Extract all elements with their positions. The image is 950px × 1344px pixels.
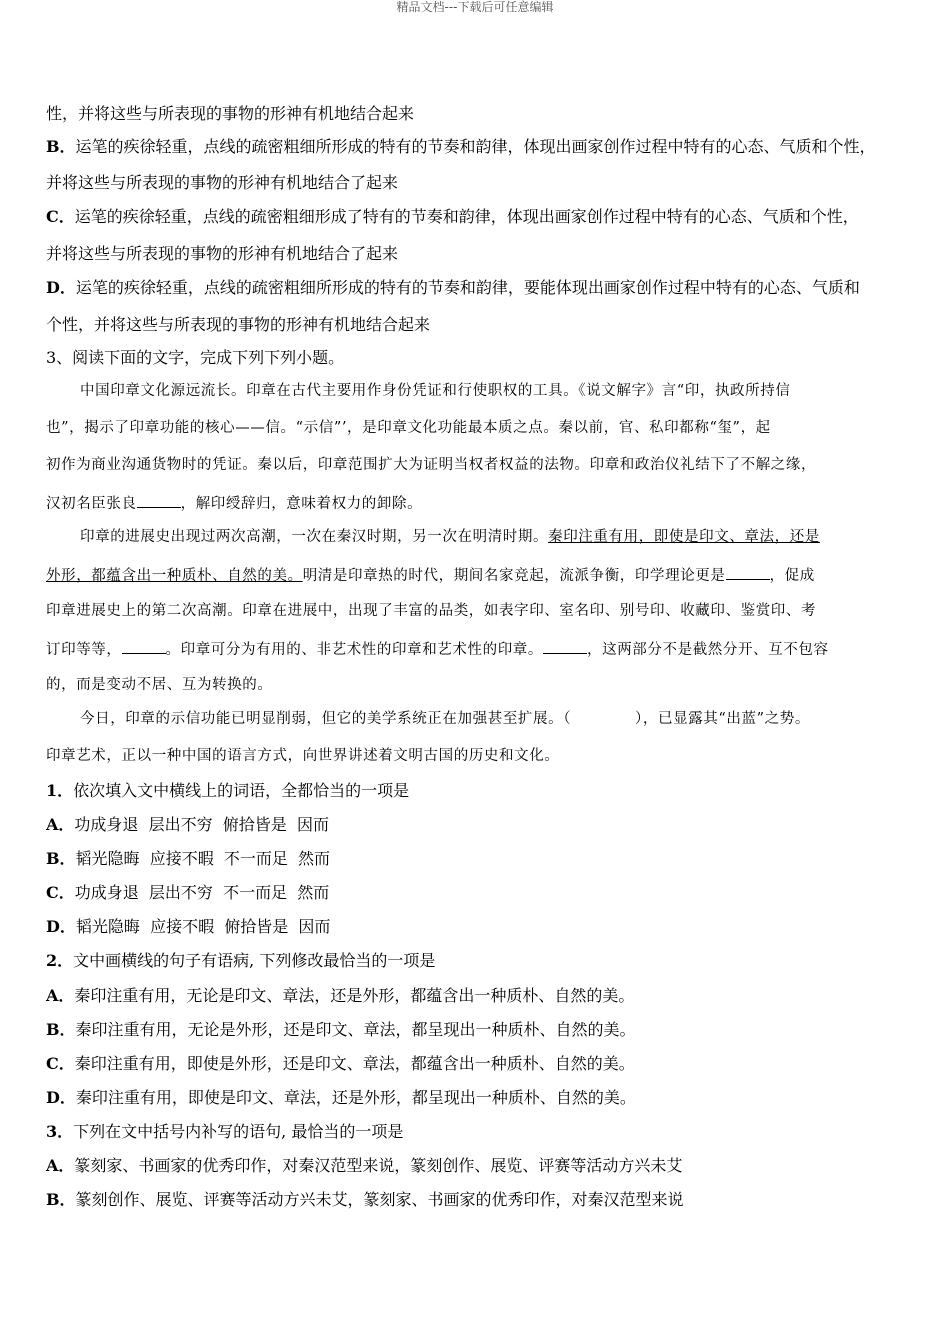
option-text: 功成身退 层出不穷 不一而足 然而	[74, 883, 330, 902]
prev-options	[46, 104, 906, 124]
option-label: B．	[46, 849, 76, 868]
passage-text: ，解印绶辞归，意味着权力的卸除。	[180, 496, 423, 512]
fill-blank	[726, 565, 770, 580]
option-text: 秦印注重有用，无论是外形，还是印文、章法，都呈现出一种质朴、自然的美。	[75, 1020, 636, 1039]
q2-option-a[interactable]	[46, 986, 906, 1006]
passage-line-2	[46, 419, 906, 437]
q1-option-b[interactable]	[46, 849, 906, 869]
prev-option-b	[46, 137, 906, 157]
question-number: 1．	[46, 781, 74, 800]
option-text: 并将这些与所表现的事物的形神有机地结合了起来	[46, 173, 399, 192]
passage-line-p2-5	[46, 676, 906, 694]
passage-text: 。印章可分为有用的、非艺术性的印章和艺术性的印章。	[165, 642, 543, 658]
prev-option-c-line2	[46, 244, 906, 264]
question-3	[46, 1122, 906, 1142]
fill-blank	[122, 639, 166, 654]
option-label: B．	[46, 137, 76, 156]
passage-text: ，促成	[769, 568, 815, 584]
option-text: 秦印注重有用，即使是外形，还是印文、章法，都蕴含出一种质朴、自然的美。	[74, 1054, 635, 1073]
q1-option-d[interactable]	[46, 917, 906, 937]
option-label: B．	[46, 1190, 76, 1209]
underlined-sentence: 秦印注重有用，即使是印文、章法，还是	[548, 529, 820, 545]
option-label: D．	[46, 278, 76, 297]
prev-option-d-line2	[46, 315, 906, 335]
passage-text: 印章的进展史出现过两次高潮，一次在秦汉时期，另一次在明清时期。	[80, 529, 549, 545]
passage-text: ，这两部分不是截然分开、互不包容	[587, 642, 829, 658]
option-text: 运笔的疾徐轻重，点线的疏密粗细形成了特有的节奏和韵律，体现出画家创作过程中特有的心态、气质和个性，	[74, 207, 859, 226]
passage-line: 初作为商业沟通货物时的凭证。秦以后，印章范围扩大为证明当权者权益的法物。印章和政治仪礼结下了不解之缘，	[46, 457, 817, 473]
q3-option-b[interactable]	[46, 1190, 906, 1210]
page-header: 精品文档---下载后可任意编辑	[396, 0, 554, 14]
q3-option-a[interactable]	[46, 1156, 906, 1176]
question-stem: 下列在文中括号内补写的语句, 最恰当的一项是	[73, 1122, 404, 1141]
question-number: 3．	[46, 1122, 74, 1141]
passage-text: 汉初名臣张良	[46, 496, 137, 512]
prev-option-b-line2	[46, 173, 906, 193]
passage-line-3	[46, 456, 906, 474]
question-1	[46, 781, 906, 801]
passage-paragraph-1	[46, 382, 906, 400]
option-text: 运笔的疾徐轻重，点线的疏密粗细所形成的特有的节奏和韵律，要能体现出画家创作过程中特有的心态、气质和	[75, 278, 860, 297]
passage-line-p2-4	[46, 639, 906, 657]
option-label: A．	[46, 1156, 75, 1175]
q2-option-c[interactable]	[46, 1054, 906, 1074]
passage-line-4	[46, 493, 906, 511]
passage-line-p2-2	[46, 565, 906, 583]
underlined-sentence: 外形，都蕴含出一种质朴、自然的美。	[46, 568, 303, 584]
q2-option-b[interactable]	[46, 1020, 906, 1040]
question-stem: 依次填入文中横线上的词语，全都恰当的一项是	[73, 781, 410, 800]
fill-blank	[543, 639, 587, 654]
passage-line: 的，而是变动不居、互为转换的。	[46, 677, 273, 693]
q1-option-c[interactable]	[46, 883, 906, 903]
question-number: 2．	[46, 951, 74, 970]
option-text: 篆刻创作、展览、评赛等活动方兴未艾，篆刻家、书画家的优秀印作，对秦汉范型来说	[75, 1190, 684, 1209]
q2-option-d[interactable]	[46, 1088, 906, 1108]
option-label: C．	[46, 883, 75, 902]
prev-option-d	[46, 278, 906, 298]
passage-text: 今日，印章的示信功能已明显削弱，但它的美学系统正在加强甚至扩展。（	[80, 711, 572, 727]
prev-option-c	[46, 207, 906, 227]
option-label: D．	[46, 917, 76, 936]
section-title	[46, 348, 906, 368]
option-text: 运笔的疾徐轻重，点线的疏密粗细所形成的特有的节奏和韵律，体现出画家创作过程中特有的心态、气质和个性，	[75, 137, 876, 156]
option-label: B．	[46, 1020, 76, 1039]
option-text: 功成身退 层出不穷 俯拾皆是 因而	[74, 815, 329, 834]
option-a-continued: 性，并将这些与所表现的事物的形神有机地结合起来	[46, 104, 415, 123]
question-stem: 文中画横线的句子有语病, 下列修改最恰当的一项是	[73, 951, 436, 970]
passage-text: 订印等等，	[46, 642, 122, 658]
option-label: C．	[46, 1054, 75, 1073]
option-text: 秦印注重有用，无论是印文、章法，还是外形，都蕴含出一种质朴、自然的美。	[74, 986, 635, 1005]
passage-line: 印章进展史上的第二次高潮。印章在进展中，出现了丰富的品类，如表字印、室名印、别号印、收藏印、鉴赏印、考	[46, 603, 817, 619]
passage-paragraph-2	[46, 528, 906, 546]
question-2	[46, 951, 906, 971]
option-label: A．	[46, 815, 75, 834]
passage-text: ），已显露其“出蓝”之势。	[635, 711, 810, 727]
passage-line-p2-3	[46, 602, 906, 620]
passage-line: 也”，揭示了印章功能的核心——信。“示信”’，是印章文化功能最本质之点。秦以前，官、私印都称“玺”，起	[46, 420, 771, 436]
option-label: D．	[46, 1088, 76, 1107]
option-text: 个性，并将这些与所表现的事物的形神有机地结合起来	[46, 315, 431, 334]
passage-line: 中国印章文化源远流长。印章在古代主要用作身份凭证和行使职权的工具。《说文解字》言“印，执政所持信	[80, 383, 791, 399]
option-text: 并将这些与所表现的事物的形神有机地结合了起来	[46, 244, 399, 263]
option-text: 韬光隐晦 应接不暇 俯拾皆是 因而	[75, 917, 331, 936]
passage-text: 明清是印章热的时代，期间名家竞起，流派争衡，印学理论更是	[302, 568, 726, 584]
q1-option-a[interactable]	[46, 815, 906, 835]
section-title-text: 3、阅读下面的文字，完成下列下列小题。	[46, 348, 345, 367]
passage-line: 印章艺术，正以一种中国的语言方式，向世界讲述着文明古国的历史和文化。	[46, 748, 560, 764]
option-label: A．	[46, 986, 75, 1005]
passage-paragraph-3	[46, 710, 906, 728]
option-text: 篆刻家、书画家的优秀印作，对秦汉范型来说，篆刻创作、展览、评赛等活动方兴未艾	[74, 1156, 683, 1175]
option-text: 秦印注重有用，即使是印文、章法，还是外形，都呈现出一种质朴、自然的美。	[75, 1088, 636, 1107]
option-text: 韬光隐晦 应接不暇 不一而足 然而	[75, 849, 331, 868]
option-label: C．	[46, 207, 75, 226]
passage-line-p3-2	[46, 747, 906, 765]
fill-blank	[137, 493, 181, 508]
